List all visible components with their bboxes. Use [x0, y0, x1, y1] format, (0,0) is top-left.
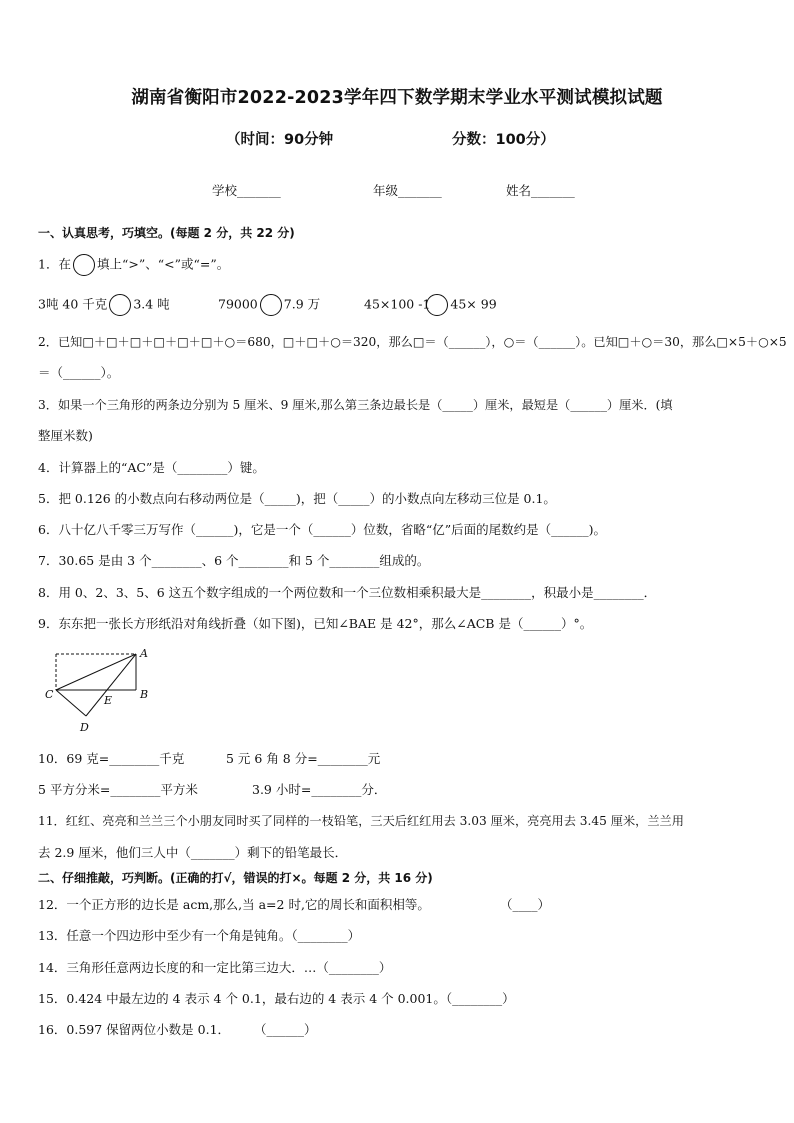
- question-8: 8．用 0、2、3、5、6 这五个数字组成的一个两位数和一个三位数相乘积最大是________，积最小是________．: [38, 585, 657, 600]
- question-11-line-2: 去 2.9 厘米，他们三人中（_______）剩下的铅笔最长．: [38, 845, 348, 860]
- question-10-c: 5 平方分米=________平方米: [38, 782, 198, 797]
- question-2-line-2: ＝（______）。: [38, 365, 120, 380]
- label-b: B: [140, 688, 149, 701]
- grade-field: 年级_______: [373, 183, 442, 198]
- question-4: 4．计算器上的“AC”是（________）键。: [38, 460, 265, 475]
- question-14: 14．三角形任意两边长度的和一定比第三边大．…（________）: [38, 960, 392, 975]
- question-1: [38, 254, 229, 276]
- question-3-line-2: 整厘米数): [38, 428, 93, 443]
- question-12: 12．一个正方形的边长是 acm,那么,当 a=2 时,它的周长和面积相等。: [38, 897, 430, 912]
- question-13: 13．任意一个四边形中至少有一个角是钝角。（________）: [38, 928, 361, 943]
- question-7: 7．30.65 是由 3 个________、6 个________和 5 个________组成的。: [38, 553, 430, 568]
- q1-compare-a: [38, 294, 170, 316]
- time-limit: （时间：90分钟: [226, 132, 334, 148]
- section-1-heading: 一、认真思考，巧填空。(每题 2 分，共 22 分): [38, 226, 295, 240]
- answer-circle-icon: [73, 254, 95, 276]
- folding-triangle-figure: [44, 646, 164, 736]
- total-score: 分数：100分）: [452, 132, 555, 148]
- question-10-d: 3.9 小时=________分．: [252, 782, 387, 797]
- answer-circle-icon: [109, 294, 131, 316]
- label-d: D: [80, 721, 89, 734]
- question-16-blank: （______）: [254, 1022, 317, 1037]
- q1-text-pre: 1．在: [38, 256, 71, 272]
- q1-compare-c: [364, 294, 497, 316]
- q1-c-left: 45×100 -1: [364, 296, 431, 312]
- question-9: 9．东东把一张长方形纸沿对角线折叠（如下图)，已知∠BAE 是 42°，那么∠ACB 是（______）°。: [38, 616, 593, 631]
- question-3-line-1: 3．如果一个三角形的两条边分别为 5 厘米、9 厘米,那么第三条边最长是（_____）厘米，最短是（______）厘米．(填: [38, 398, 673, 412]
- q1-b-right: 7.9 万: [283, 296, 321, 312]
- question-15: 15．0.424 中最左边的 4 表示 4 个 0.1，最右边的 4 表示 4 个 0.001。（________）: [38, 991, 515, 1006]
- question-11-line-1: 11．红红、亮亮和兰兰三个小朋友同时买了同样的一枝铅笔，三天后红红用去 3.03 厘米，亮亮用去 3.45 厘米，兰兰用: [38, 814, 684, 828]
- question-5: 5．把 0.126 的小数点向右移动两位是（_____)，把（_____）的小数点向左移动三位是 0.1。: [38, 491, 556, 506]
- label-c: C: [45, 688, 54, 701]
- label-a: A: [140, 647, 148, 660]
- q1-b-left: 79000: [218, 296, 258, 312]
- answer-circle-icon: [260, 294, 282, 316]
- question-16: 16．0.597 保留两位小数是 0.1．: [38, 1022, 231, 1037]
- label-e: E: [104, 694, 113, 707]
- question-10-b: 5 元 6 角 8 分=________元: [226, 751, 381, 766]
- q1-text-post: 填上“>”、“<”或“=”。: [96, 256, 230, 272]
- page-title: 湖南省衡阳市2022-2023学年四下数学期末学业水平测试模拟试题: [131, 88, 663, 108]
- question-10-a: 10．69 克=________千克: [38, 751, 185, 766]
- diagonal-ca: [56, 654, 136, 690]
- q1-a-left: 3吨 40 千克: [38, 296, 108, 312]
- q1-compare-b: [218, 294, 320, 316]
- school-field: 学校_______: [212, 183, 281, 198]
- question-6: 6．八十亿八千零三万写作（______)，它是一个（______）位数，省略“亿”后面的尾数约是（______)。: [38, 522, 606, 537]
- section-2-heading: 二、仔细推敲，巧判断。(正确的打√，错误的打×。每题 2 分，共 16 分): [38, 871, 433, 885]
- name-field: 姓名_______: [506, 183, 575, 198]
- question-2-line-1: 2．已知□＋□＋□＋□＋□＋□＋○＝680，□＋□＋○＝320，那么□＝（______），○＝（______）。已知□＋○＝30，那么□×5＋○×5: [38, 335, 787, 349]
- edge-cd: [56, 690, 86, 716]
- q1-a-right: 3.4 吨: [133, 296, 170, 312]
- q1-c-right: 45× 99: [450, 296, 497, 312]
- answer-circle-icon: [426, 294, 448, 316]
- question-12-blank: （____）: [500, 897, 551, 912]
